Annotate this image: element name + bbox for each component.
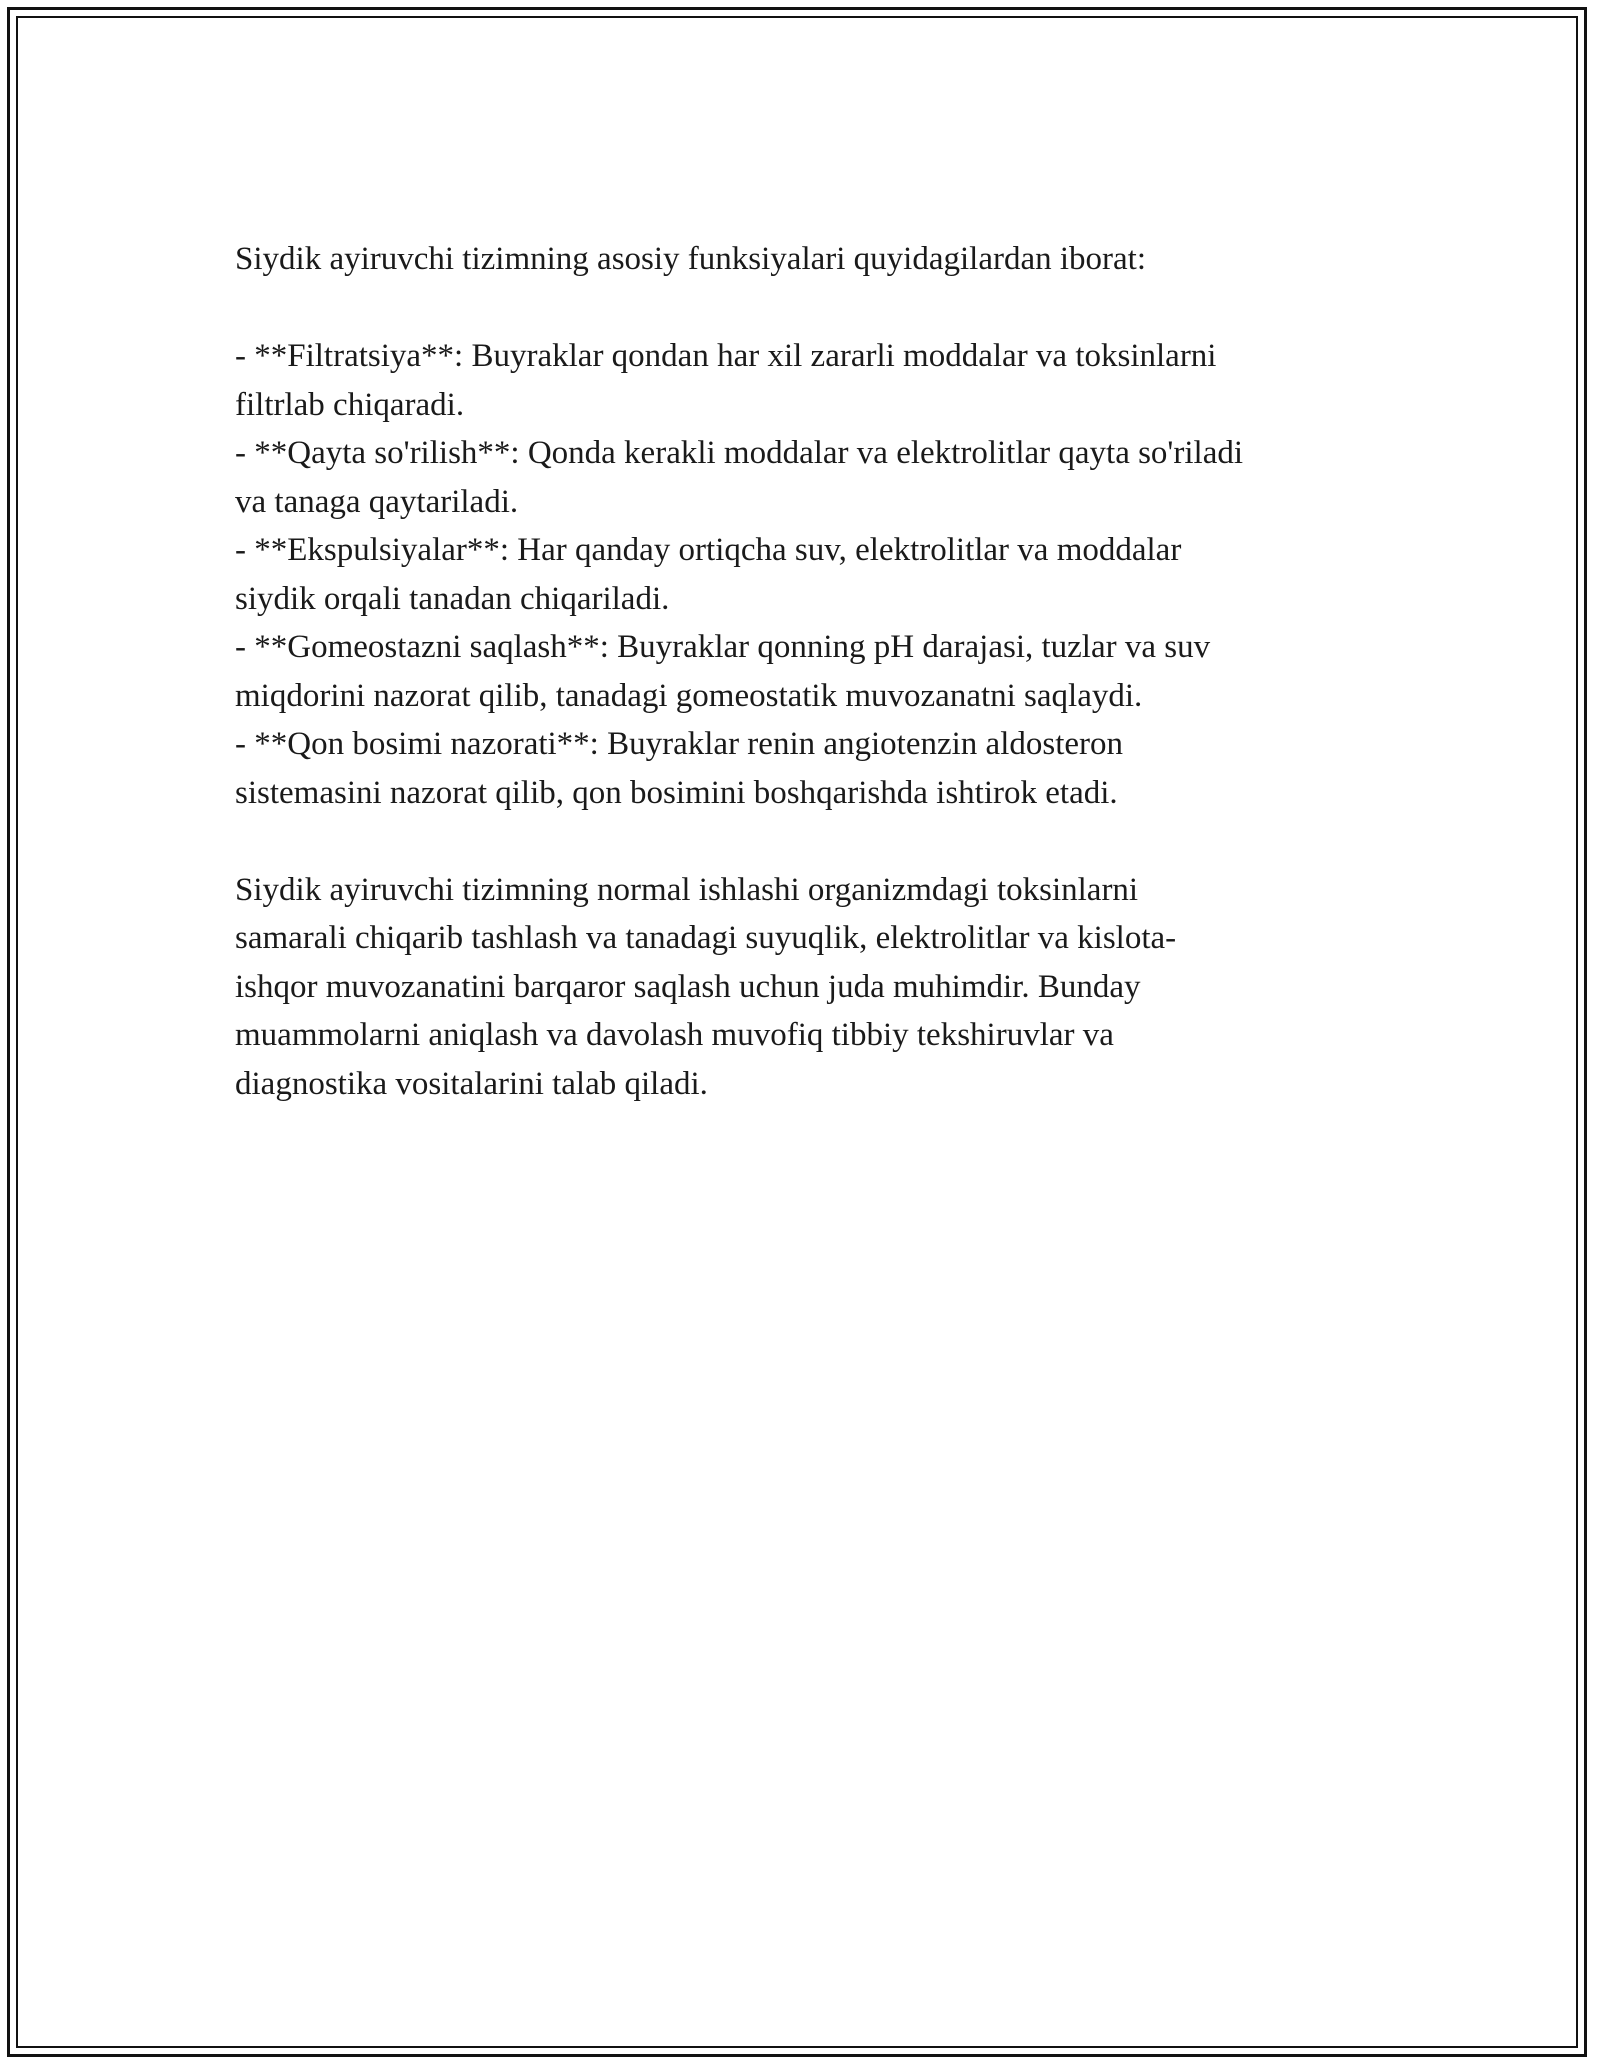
list-item-qon-bosimi bbox=[235, 720, 1365, 817]
conclusion-line: samarali chiqarib tashlash va tanadagi suyuqlik, elektrolitlar va kislota- bbox=[235, 920, 1177, 956]
list-item-line: - **Gomeostazni saqlash**: Buyraklar qonning pH darajasi, tuzlar va suv bbox=[235, 629, 1211, 665]
list-item-line: miqdorini nazorat qilib, tanadagi gomeostatik muvozanatni saqlaydi. bbox=[235, 677, 1143, 714]
conclusion-line: ishqor muvozanatini barqaror saqlash uchun juda muhimdir. Bunday bbox=[235, 968, 1141, 1005]
conclusion-paragraph bbox=[235, 866, 1365, 1109]
conclusion-line: Siydik ayiruvchi tizimning normal ishlashi organizmdagi toksinlarni bbox=[235, 871, 1139, 908]
list-item-gomeostaz bbox=[235, 623, 1365, 720]
list-item-line: - **Qayta so'rilish**: Qonda kerakli moddalar va elektrolitlar qayta so'riladi bbox=[235, 435, 1244, 471]
list-item-line: sistemasini nazorat qilib, qon bosimini boshqarishda ishtirok etadi. bbox=[235, 774, 1118, 811]
list-item-line: filtrlab chiqaradi. bbox=[235, 386, 465, 423]
list-item-line: va tanaga qaytariladi. bbox=[235, 483, 519, 520]
list-item-line: - **Ekspulsiyalar**: Har qanday ortiqcha suv, elektrolitlar va moddalar bbox=[235, 532, 1182, 568]
list-item-line: siydik orqali tanadan chiqariladi. bbox=[235, 580, 670, 617]
intro-paragraph: Siydik ayiruvchi tizimning asosiy funksiyalari quyidagilardan iborat: bbox=[235, 241, 1146, 277]
list-item-qayta-sorilish bbox=[235, 429, 1365, 526]
list-item-filtratsiya bbox=[235, 332, 1365, 429]
list-item-line: - **Qon bosimi nazorati**: Buyraklar renin angiotenzin aldosteron bbox=[235, 726, 1124, 762]
function-list bbox=[235, 332, 1365, 817]
conclusion-line: diagnostika vositalarini talab qiladi. bbox=[235, 1065, 708, 1102]
document-body bbox=[235, 235, 1365, 1108]
paragraph-gap bbox=[235, 284, 1365, 333]
list-item-line: - **Filtratsiya**: Buyraklar qondan har xil zararli moddalar va toksinlarni bbox=[235, 338, 1217, 374]
list-item-ekspulsiyalar bbox=[235, 526, 1365, 623]
paragraph-gap bbox=[235, 817, 1365, 866]
conclusion-line: muammolarni aniqlash va davolash muvofiq tibbiy tekshiruvlar va bbox=[235, 1017, 1114, 1053]
